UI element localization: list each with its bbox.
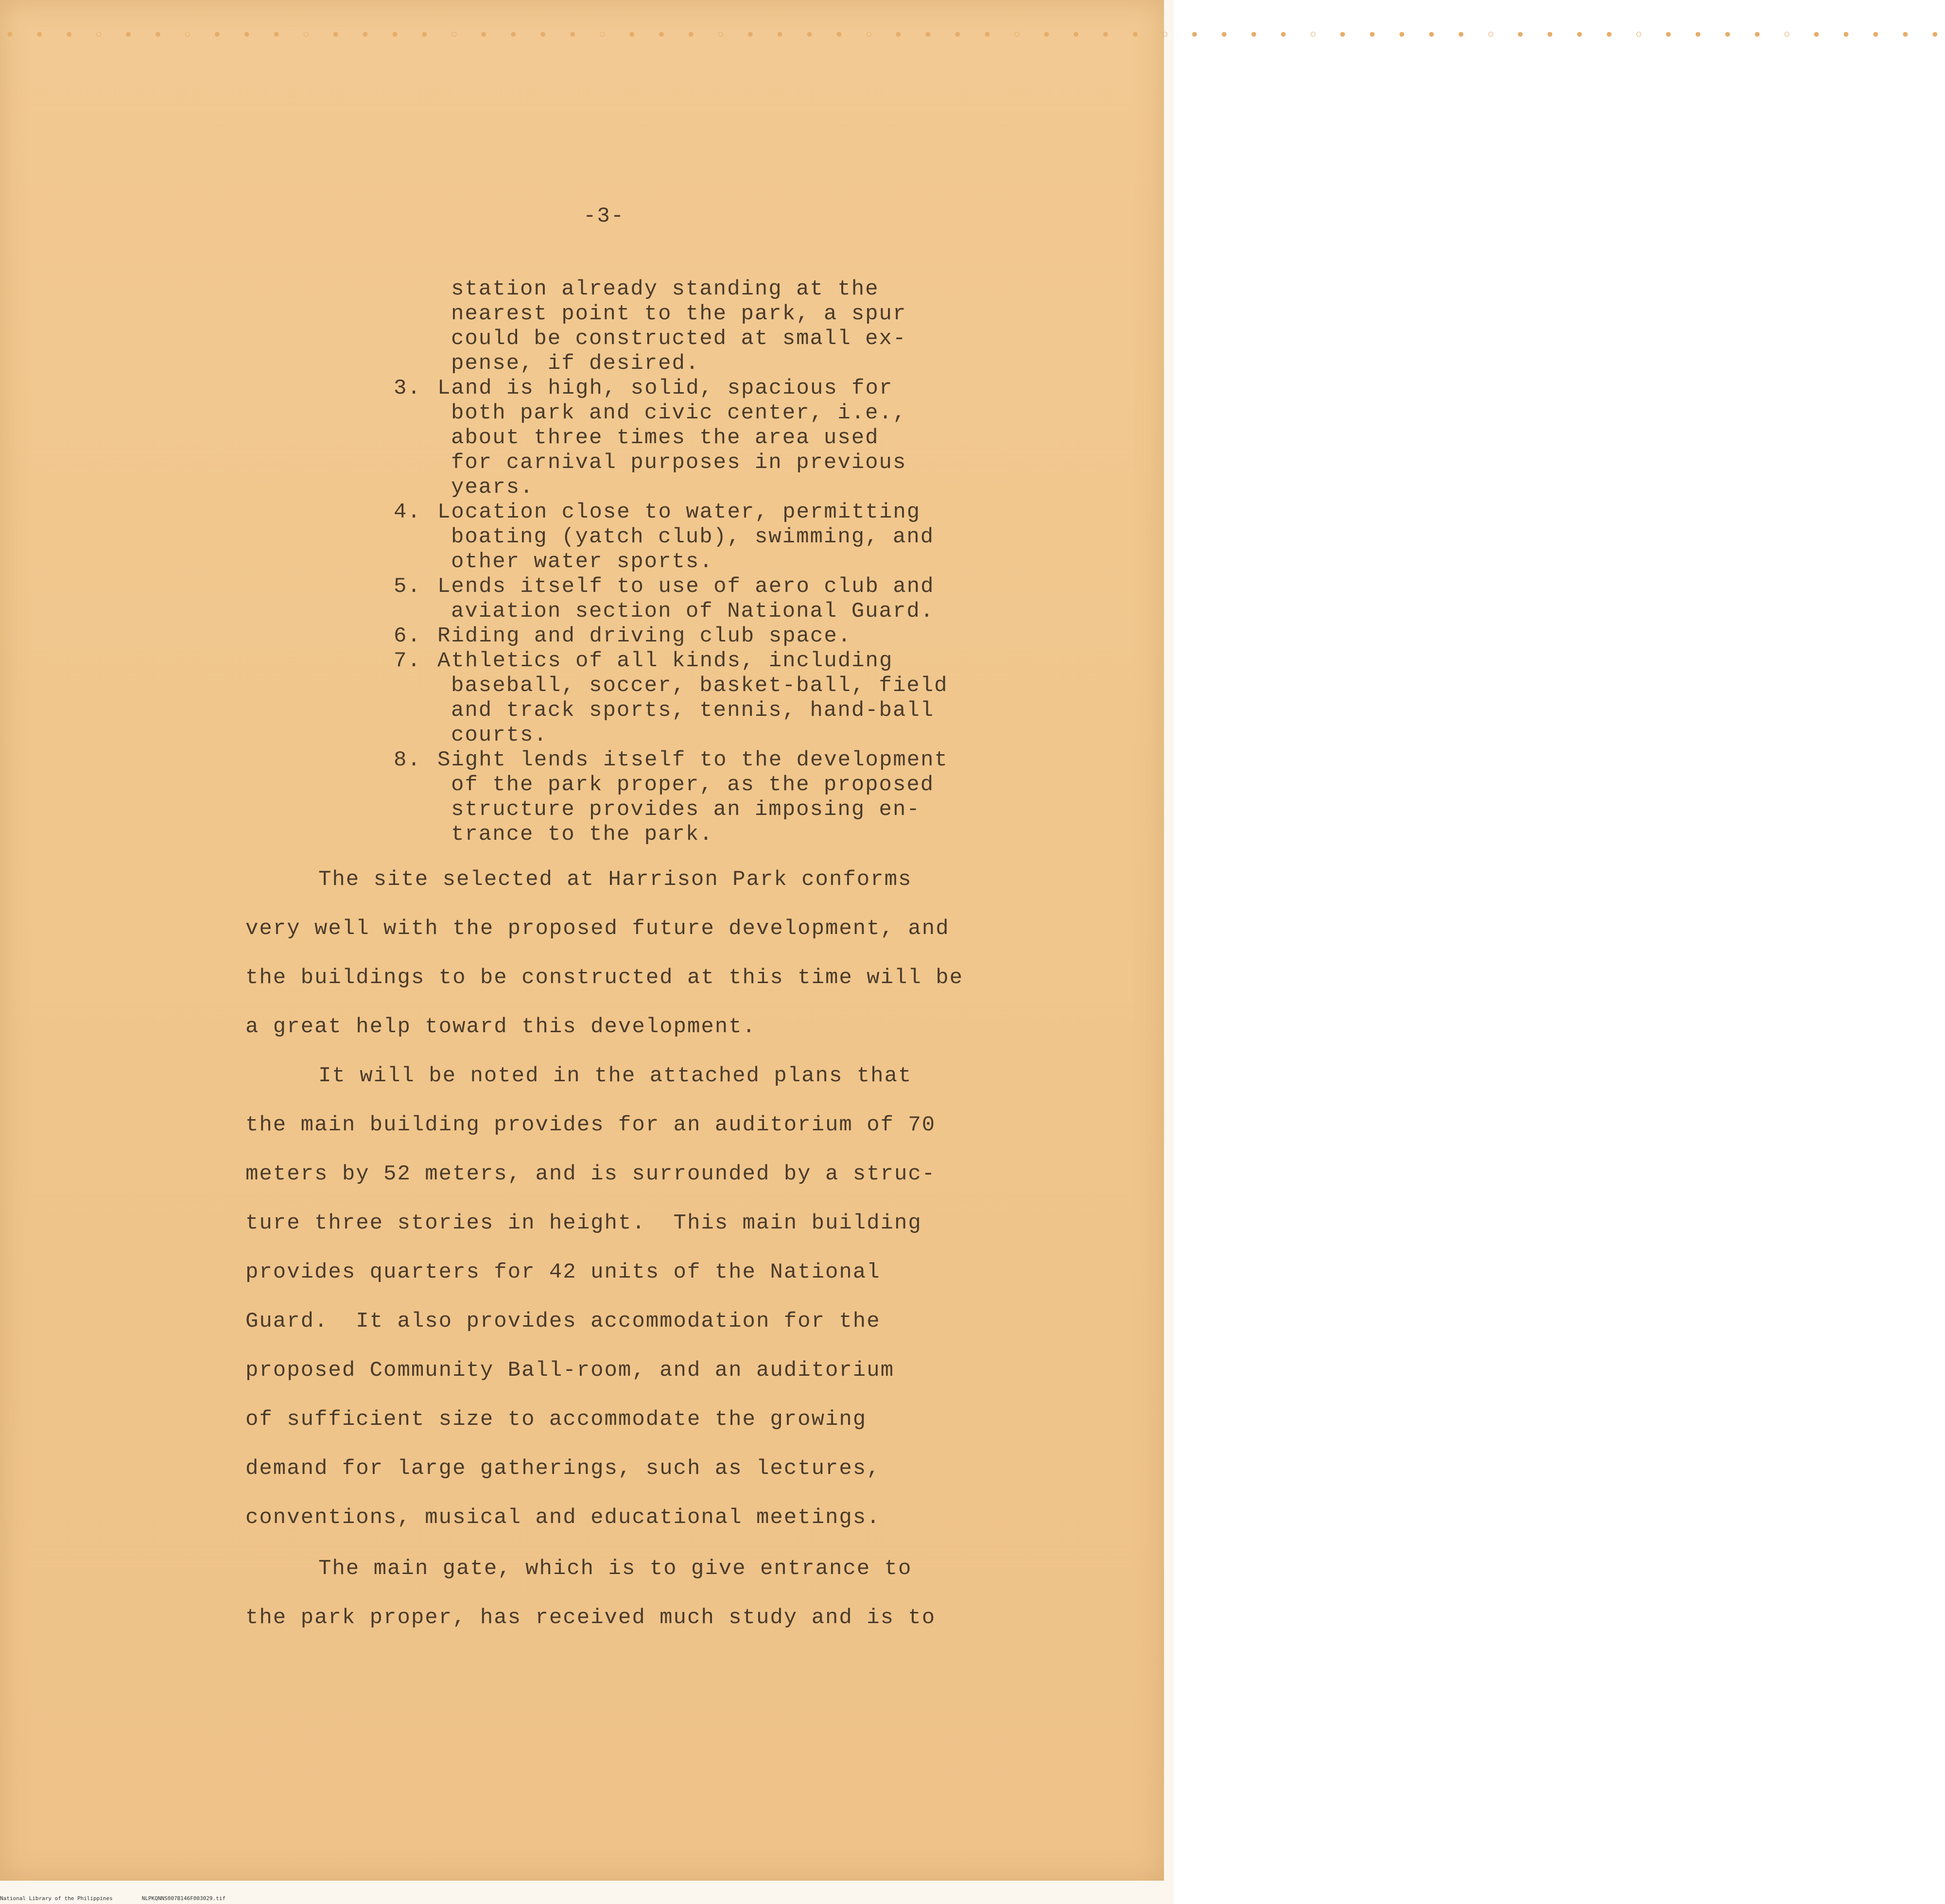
paragraph-line: The site selected at Harrison Park conforms [318, 867, 912, 892]
list-line-text: station already standing at the [451, 277, 879, 301]
list-line-text: baseball, soccer, basket-ball, field [451, 674, 948, 698]
paragraph-2 [245, 1052, 1023, 1542]
list-item-line [394, 426, 991, 450]
list-item-number: 8. [394, 748, 421, 772]
paragraph-line: proposed Community Ball-room, and an auditorium [245, 1358, 895, 1383]
list-item-number: 3. [394, 376, 421, 400]
list-line-text: Lends itself to use of aero club and [437, 574, 935, 599]
list-line-text: and track sports, tennis, hand-ball [451, 698, 935, 723]
page-number: -3- [583, 204, 625, 228]
list-item-line [394, 723, 991, 748]
paragraph-3 [245, 1544, 1023, 1643]
list-line-text: structure provides an imposing en- [451, 797, 920, 822]
list-line-text: both park and civic center, i.e., [451, 401, 907, 425]
paragraph-line: the park proper, has received much study and is to [245, 1606, 936, 1630]
list-line-text: boating (yatch club), swimming, and [451, 525, 935, 549]
list-item-number: 6. [394, 624, 421, 648]
list-line-text: Riding and driving club space. [437, 624, 852, 648]
list-item-line [394, 698, 991, 723]
paragraph-line: demand for large gatherings, such as lectures, [245, 1456, 881, 1481]
paragraph-line: Guard. It also provides accommodation for the [245, 1309, 881, 1333]
perforation-marks: • • • ◦ • • ◦ • • • ◦ • • • • ◦ • • • • ◦ • • • ◦ • • • • ◦ • • • • ◦ • • • • ◦ • • • • ◦ • • • • • ◦ • • • • ◦ • • • • ◦ • • • • • [5, 25, 1945, 45]
paragraph-line: It will be noted in the attached plans that [318, 1064, 912, 1088]
list-line-text: Land is high, solid, spacious for [437, 376, 893, 400]
list-line-text: Location close to water, permitting [437, 500, 921, 524]
list-item-line [394, 773, 991, 797]
list-line-text: pense, if desired. [451, 351, 700, 376]
paragraph-line: provides quarters for 42 units of the National [245, 1260, 881, 1284]
list-line-text: other water sports. [451, 550, 713, 574]
list-item-line [394, 500, 991, 525]
list-item-line [394, 797, 991, 822]
paragraph-line: ture three stories in height. This main building [245, 1211, 922, 1235]
list-line-text: of the park proper, as the proposed [451, 773, 935, 797]
paragraph-line: meters by 52 meters, and is surrounded by a struc- [245, 1162, 936, 1186]
list-line-text: years. [451, 475, 534, 500]
list-item-number: 4. [394, 500, 421, 524]
list-line-text: Sight lends itself to the development [437, 748, 948, 772]
list-item-line [394, 550, 991, 574]
list-line-text: nearest point to the park, a spur [451, 302, 907, 326]
paragraph-line: The main gate, which is to give entrance to [318, 1557, 912, 1581]
list-item-line [394, 822, 991, 847]
footer-source: National Library of the Philippines [0, 1895, 113, 1902]
list-item-line [394, 748, 991, 773]
list-line-text: for carnival purposes in previous [451, 450, 907, 475]
paragraph-line: the buildings to be constructed at this time will be [245, 966, 964, 990]
list-item-number: 5. [394, 574, 421, 599]
paragraph-line: very well with the proposed future development, and [245, 917, 950, 941]
list-item-line [394, 475, 991, 500]
scan-footer [0, 1895, 255, 1902]
list-item-line [394, 674, 991, 698]
list-line-text: about three times the area used [451, 426, 879, 450]
list-line-text: aviation section of National Guard. [451, 599, 935, 623]
list-line-text: could be constructed at small ex- [451, 327, 907, 351]
list-item-2-continuation-line [394, 327, 991, 351]
list-item-number: 7. [394, 649, 421, 673]
list-item-line [394, 376, 991, 401]
footer-file-id: NLPKQNNS007B146F003029.tif [141, 1895, 226, 1902]
paragraph-line: a great help toward this development. [245, 1015, 756, 1039]
list-line-text: trance to the park. [451, 822, 713, 847]
list-item-line [394, 401, 991, 426]
paragraph-line: the main building provides for an auditorium of 70 [245, 1113, 936, 1137]
list-line-text: Athletics of all kinds, including [437, 649, 893, 673]
list-item-line [394, 450, 991, 475]
paragraph-line: conventions, musical and educational meetings. [245, 1506, 881, 1530]
list-item-line [394, 574, 991, 599]
list-item-line [394, 525, 991, 550]
list-line-text: courts. [451, 723, 548, 747]
list-item-2-continuation-line [394, 302, 991, 327]
list-item-line [394, 599, 991, 624]
list-item-line [394, 649, 991, 674]
paragraph-line: of sufficient size to accommodate the growing [245, 1407, 867, 1432]
list-item-2-continuation-line [394, 351, 991, 376]
list-item-line [394, 624, 991, 649]
list-item-2-continuation-line [394, 277, 991, 302]
numbered-list [394, 277, 991, 847]
paragraph-1 [245, 855, 1023, 1052]
